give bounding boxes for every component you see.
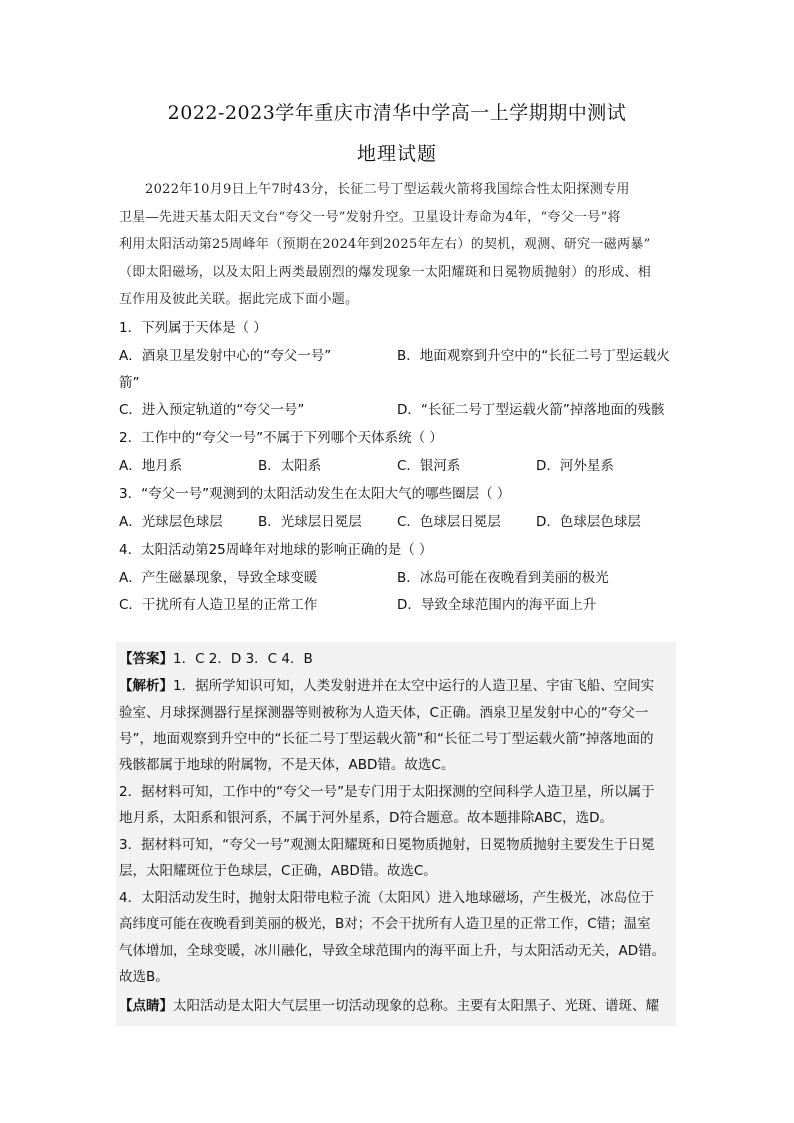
- analysis-text: 1．据所学知识可知，人类发射进并在太空中运行的人造卫星、宇宙飞船、空间实: [173, 678, 655, 694]
- question-4-option-c: C．干扰所有人造卫星的正常工作: [119, 597, 318, 613]
- answer-line: [119, 647, 313, 667]
- question-4-stem: 4．太阳活动第25周峰年对地球的影响正确的是（ ）: [119, 542, 433, 558]
- analysis-line: 层，太阳耀斑位于色球层，C正确，ABD错。故选C。: [119, 863, 437, 879]
- question-3-stem: 3．“夸父一号”观测到的太阳活动发生在太阳大气的哪些圈层（ ）: [119, 486, 511, 502]
- question-3-option-c: C．色球层日冕层: [397, 514, 501, 530]
- analysis-line: 验室、月球探测器行星探测器等则被称为人造天体，C正确。酒泉卫星发射中心的“夸父一: [119, 705, 649, 721]
- analysis-line: 地月系，太阳系和银河系，不属于河外星系，D符合题意。故本题排除ABC，选D。: [119, 810, 613, 826]
- analysis-line: [119, 674, 654, 694]
- analysis-line: 4．太阳活动发生时，抛射太阳带电粒子流（太阳风）进入地球磁场，产生极光，冰岛位于: [119, 890, 655, 906]
- question-2-stem: 2．工作中的“夸父一号”不属于下列哪个天体系统（ ）: [119, 430, 443, 446]
- question-3-option-a: A．光球层色球层: [119, 514, 223, 530]
- question-4-option-d: D．导致全球范围内的海平面上升: [397, 597, 597, 613]
- question-3-option-b: B．光球层日冕层: [258, 514, 362, 530]
- analysis-line: 残骸都属于地球的附属物，不是天体，ABD错。故选C。: [119, 757, 455, 773]
- passage-line: （即太阳磁场，以及太阳上两类最剧烈的爆发现象一太阳耀斑和日冕物质抛射）的形成、相: [119, 264, 652, 280]
- question-1-option-c: C．进入预定轨道的“夸父一号”: [119, 402, 305, 418]
- question-2-option-c: C．银河系: [397, 458, 461, 474]
- comment-text: 太阳活动是太阳大气层里一切活动现象的总称。主要有太阳黑子、光斑、谱斑、耀: [173, 998, 659, 1014]
- passage-line: 2022年10月9日上午7时43分，长征二号丁型运载火箭将我国综合性太阳探测专用: [145, 182, 630, 197]
- question-2-option-a: A．地月系: [119, 458, 183, 474]
- analysis-tag: 【解析】: [119, 678, 173, 694]
- question-4-option-b: B．冰岛可能在夜晚看到美丽的极光: [397, 570, 609, 586]
- passage-line: 利用太阳活动第25周峰年（预期在2024年到2025年左右）的契机，观测、研究一磁两暴”: [119, 237, 651, 252]
- question-3-option-d: D．色球层色球层: [536, 514, 641, 530]
- comment-tag: 【点睛】: [119, 998, 173, 1014]
- analysis-line: 号”，地面观察到升空中的“长征二号丁型运载火箭”和“长征二号丁型运载火箭”掉落地面的: [119, 731, 654, 747]
- question-1-stem: 1．下列属于天体是（ ）: [119, 320, 267, 336]
- passage-line: 互作用及彼此关联。据此完成下面小题。: [119, 292, 359, 307]
- question-1-option-b-cont: 箭”: [119, 375, 140, 391]
- page-subtitle: 地理试题: [356, 143, 437, 165]
- reading-passage: [119, 176, 679, 314]
- answer-values: 1．C 2．D 3．C 4．B: [173, 651, 313, 667]
- analysis-line: 故选B。: [119, 969, 169, 985]
- analysis-line: 高纬度可能在夜晚看到美丽的极光，B对；不会干扰所有人造卫星的正常工作，C错；温室: [119, 916, 651, 932]
- question-1-option-d: D．“长征二号丁型运载火箭”掉落地面的残骸: [397, 402, 665, 418]
- page-title: 2022-2023学年重庆市清华中学高一上学期期中测试: [167, 102, 627, 124]
- question-4-option-a: A．产生磁暴现象，导致全球变暖: [119, 570, 318, 586]
- question-2-option-d: D．河外星系: [536, 458, 614, 474]
- passage-line: 卫星—先进天基太阳天文台“夸父一号”发射升空。卫星设计寿命为4年，“夸父一号”将: [119, 209, 621, 225]
- question-1-option-a: A．酒泉卫星发射中心的“夸父一号”: [119, 348, 332, 364]
- analysis-line: 3．据材料可知，“夸父一号”观测太阳耀斑和日冕物质抛射，日冕物质抛射主要发生于日冕: [119, 837, 655, 853]
- comment-line: [119, 994, 659, 1014]
- question-1-option-b: B．地面观察到升空中的“长征二号丁型运载火: [397, 348, 670, 364]
- analysis-line: 气体增加，全球变暖，冰川融化，导致全球范围内的海平面上升，与太阳活动无关，AD错。: [119, 943, 666, 959]
- answer-tag: 【答案】: [119, 651, 173, 667]
- question-2-option-b: B．太阳系: [258, 458, 322, 474]
- analysis-line: 2．据材料可知，工作中的“夸父一号”是专门用于太阳探测的空间科学人造卫星，所以属于: [119, 784, 655, 800]
